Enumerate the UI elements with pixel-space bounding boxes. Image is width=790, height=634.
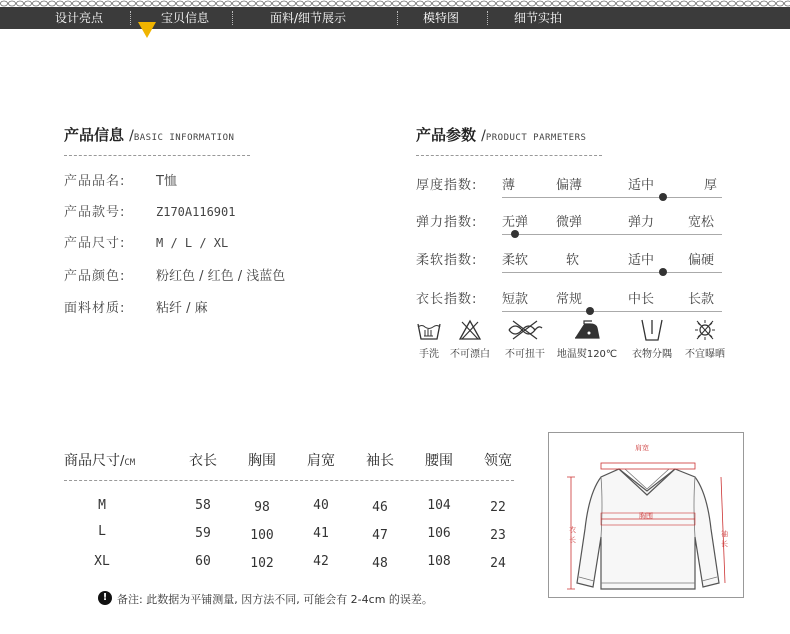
size-label: L [98,524,106,539]
table-cell: 40 [313,498,329,513]
param-row-softness: 柔软指数: 柔软 软 适中 偏硬 [416,249,722,279]
care-no-bleach: 不可漂白 [446,318,494,360]
care-no-sun-dry: 不宜曝晒 [680,318,730,360]
table-cell: 100 [250,528,274,543]
nav-active-marker [138,22,156,38]
nav-item-fabric[interactable]: 面料/细节展示 [270,11,347,25]
nav-zigzag-border [0,0,790,7]
info-row-sizes: 产品尺寸: M / L / XL [64,236,229,251]
care-hand-wash: 手洗 [414,318,444,360]
table-cell: 24 [490,556,506,571]
warning-icon: ! [98,591,112,605]
diagram-label-length-2: 长 [569,536,576,544]
param-row-length: 衣长指数: 短款 常规 中长 长款 [416,288,722,318]
col-header: 衣长 [189,453,217,469]
param-indicator-dot [511,230,519,238]
param-row-thickness: 厚度指数: 薄 偏薄 适中 厚 [416,174,722,204]
nav-separator [232,11,233,25]
table-cell: 104 [427,498,451,513]
basic-info-title: 产品信息 /BASIC INFORMATION [64,126,235,144]
no-sun-dry-icon [692,318,718,342]
size-label: M [98,498,106,513]
info-row-name: 产品品名: T恤 [64,174,177,189]
no-bleach-icon [457,318,483,342]
param-indicator-dot [659,193,667,201]
care-separate-wash: 衣物分隅 [626,318,678,360]
table-cell: 98 [254,500,270,515]
hand-wash-icon [416,318,442,342]
table-cell: 23 [490,528,506,543]
params-title: 产品参数 /PRODUCT PARMETERS [416,126,587,144]
separate-wash-icon [639,318,665,342]
col-header: 胸围 [248,453,276,469]
no-wring-icon [505,318,545,342]
nav-separator [130,11,131,25]
table-cell: 42 [313,554,329,569]
diagram-label-sleeve-2: 长 [721,540,728,548]
size-table-title: 商品尺寸/CM [64,453,136,469]
col-header: 领宽 [484,453,512,469]
col-header: 袖长 [366,453,394,469]
table-cell: 22 [490,500,506,515]
table-cell: 106 [427,526,451,541]
measurement-note: 备注: 此数据为平铺测量, 因方法不同, 可能会有 2-4cm 的误差。 [117,593,433,606]
nav-item-product-info[interactable]: 宝贝信息 [161,11,210,25]
top-nav [0,0,790,30]
info-row-material: 面料材质: 粘纤 / 麻 [64,301,208,316]
diagram-label-sleeve-1: 袖 [721,530,728,538]
param-indicator-dot [659,268,667,276]
size-label: XL [94,554,110,569]
care-no-wring: 不可扭干 [500,318,550,360]
table-cell: 48 [372,556,388,571]
info-row-colors: 产品颜色: 粉红色 / 红色 / 浅蓝色 [64,269,286,284]
nav-item-details[interactable]: 细节实拍 [514,11,563,25]
nav-item-design[interactable]: 设计亮点 [55,11,104,25]
col-header: 肩宽 [307,453,335,469]
low-iron-icon [572,318,602,342]
measurement-diagram [548,432,744,598]
table-cell: 47 [372,528,388,543]
info-row-style-no: 产品款号: Z170A116901 [64,205,236,220]
diagram-label-shoulder: 肩宽 [635,444,649,452]
table-cell: 58 [195,498,211,513]
table-cell: 102 [250,556,274,571]
params-divider [416,155,602,156]
nav-separator [397,11,398,25]
col-header: 腰围 [425,453,453,469]
size-table-divider [64,480,514,481]
basic-info-divider [64,155,250,156]
nav-bar [0,7,790,29]
table-cell: 60 [195,554,211,569]
diagram-label-chest: 胸围 [639,512,653,520]
table-cell: 41 [313,526,329,541]
table-cell: 108 [427,554,451,569]
param-indicator-dot [586,307,594,315]
param-row-elasticity: 弹力指数: 无弹 微弹 弹力 宽松 [416,211,722,241]
care-low-iron: 地温熨120℃ [556,318,618,360]
diagram-label-length-1: 衣 [569,526,576,534]
table-cell: 46 [372,500,388,515]
nav-item-model[interactable]: 模特图 [423,11,460,25]
nav-separator [487,11,488,25]
table-cell: 59 [195,526,211,541]
